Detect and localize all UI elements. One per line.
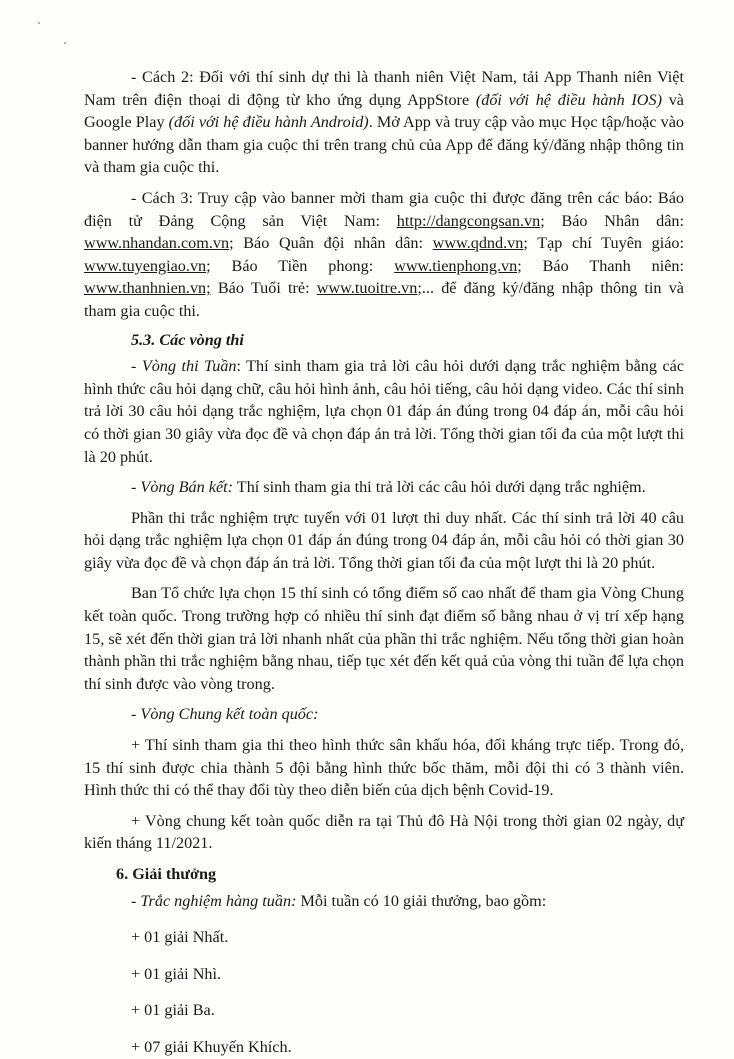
- link-nhandan[interactable]: www.nhandan.com.vn: [84, 234, 230, 253]
- cach-3-text: - Cách 3: Truy cập vào banner mời tham gia cuộc thi được đăng trên các báo: Báo điện tử Đảng Cộng sản Việt Nam:: [84, 188, 684, 230]
- vong-ban-ket-text: Thí sinh tham gia thi trả lời các câu hỏi dưới dạng trắc nghiệm.: [233, 478, 646, 497]
- paragraph-cach-2: [84, 66, 684, 179]
- link-dangcongsan[interactable]: http://dangcongsan.vn: [396, 211, 541, 230]
- cach-2-mid: và Google Play: [84, 90, 684, 132]
- link-thanhnien[interactable]: www.thanhnien.vn;: [84, 279, 211, 298]
- paragraph-phan-thi: Phần thi trắc nghiệm trực tuyến với 01 lượt thi duy nhất. Các thí sinh trả lời 40 câu hỏi dạng trắc nghiệm lựa chọn 01 đáp án đúng trong 04 đáp án, mỗi câu hỏi có thời gian 30 giây vừa đọc đề và chọn đáp án trả lời. Tổng thời gian tối đa của một lượt thi là 20 phút.: [84, 508, 684, 572]
- paragraph-chung-ket-2: + Vòng chung kết toàn quốc diễn ra tại Thủ đô Hà Nội trong thời gian 02 ngày, dự kiến tháng 11/2021.: [84, 811, 684, 853]
- vong-ban-ket-label: - Vòng Bán kết:: [131, 478, 234, 497]
- cach-3-text: ;... để đăng ký/đăng nhập thông tin và tham gia cuộc thi.: [84, 279, 684, 320]
- paragraph-chung-ket-1: + Thí sinh tham gia thi theo hình thức sân khấu hóa, đối kháng trực tiếp. Trong đó, 15 thí sinh được chia thành 5 đội bằng hình thức bốc thăm, mỗi đội thi có 3 thành viên. Hình thức thi có thể thay đổi tùy theo diễn biến của dịch bệnh Covid-19.: [84, 736, 684, 800]
- prize-item: + 07 giải Khuyến Khích.: [131, 1037, 292, 1056]
- link-tienphong[interactable]: www.tienphong.vn: [394, 256, 518, 275]
- trac-nghiem-hang-tuan-text: Mỗi tuần có 10 giải thưởng, bao gồm:: [296, 891, 547, 910]
- cach-3-text: ; Báo Thanh niên:: [517, 256, 684, 275]
- cach-2-suffix: . Mở App và truy cập vào mục Học tập/hoặc vào banner hướng dẫn tham gia cuộc thi trên trang chủ của App để đăng ký/đăng nhập thông tin và tham gia cuộc thi.: [84, 113, 684, 177]
- prize-item: + 01 giải Nhất.: [131, 928, 229, 947]
- vong-thi-tuan-label: - Vòng thi Tuần: [131, 357, 237, 376]
- vong-thi-tuan-text: : Thí sinh tham gia trả lời câu hỏi dưới dạng trắc nghiệm bằng các hình thức câu hỏi dạng chữ, câu hỏi hình ảnh, câu hỏi tiếng, câu hỏi dạng video. Các thí sinh trả lời 30 câu hỏi dạng trắc nghiệm, lựa chọn 01 đáp án đúng trong 04 đáp án, mỗi câu hỏi có thời gian 30 giây vừa đọc đề và chọn đáp án trả lời. Tổng thời gian tối đa của một lượt thi là 20 phút.: [84, 357, 684, 466]
- section-heading-6: 6. Giải thưởng: [116, 865, 217, 883]
- cach-3-text: ; Báo Nhân dân:: [540, 211, 684, 230]
- ios-note: (đối với hệ điều hành IOS): [475, 90, 662, 109]
- vong-chung-ket-label: [84, 703, 684, 726]
- paragraph-vong-thi-tuan: [84, 355, 684, 468]
- cach-3-text: ; Báo Quân đội nhân dân:: [229, 234, 433, 253]
- cach-2-text: - Cách 2: Đối với thí sinh dự thi là thanh niên Việt Nam, tải App Thanh niên Việt Nam trên điện thoại di động từ kho ứng dụng AppStore: [84, 68, 684, 109]
- link-tuyengiao[interactable]: www.tuyengiao.vn: [84, 256, 207, 275]
- cach-3-text: Báo Tuổi trẻ:: [210, 279, 317, 298]
- paragraph-ban-to-chuc: Ban Tổ chức lựa chọn 15 thí sinh có tổng điểm số cao nhất để tham gia Vòng Chung kết toàn quốc. Trong trường hợp có nhiều thí sinh đạt điểm số bằng nhau ở vị trí xếp hạng 15, sẽ xét đến thời gian trả lời nhanh nhất của phần thi trắc nghiệm. Nếu tổng thời gian hoàn thành phần thi trắc nghiệm bằng nhau, tiếp tục xét đến kết quả của vòng thi tuần để lựa chọn thí sinh được vào vòng trong.: [84, 584, 684, 693]
- android-note: (đối với hệ điều hành Android): [168, 113, 369, 132]
- prize-item: + 01 giải Nhì.: [131, 964, 222, 983]
- paragraph-cach-3: [84, 187, 684, 323]
- link-qdnd[interactable]: www.qdnd.vn: [432, 234, 524, 253]
- link-tuoitre[interactable]: www.tuoitre.vn: [316, 279, 418, 298]
- trac-nghiem-hang-tuan-label: - Trắc nghiệm hàng tuần:: [131, 891, 297, 910]
- cach-3-text: ; Tạp chí Tuyên giáo:: [523, 234, 684, 253]
- prize-item: + 01 giải Ba.: [131, 1001, 215, 1020]
- section-heading-5-3: 5.3. Các vòng thi: [131, 330, 244, 349]
- cach-3-text: ; Báo Tiền phong:: [206, 256, 395, 275]
- paragraph-vong-ban-ket: [84, 476, 684, 499]
- paragraph-trac-nghiem-hang-tuan: [84, 890, 684, 913]
- vong-chung-ket-text: - Vòng Chung kết toàn quốc:: [131, 705, 319, 724]
